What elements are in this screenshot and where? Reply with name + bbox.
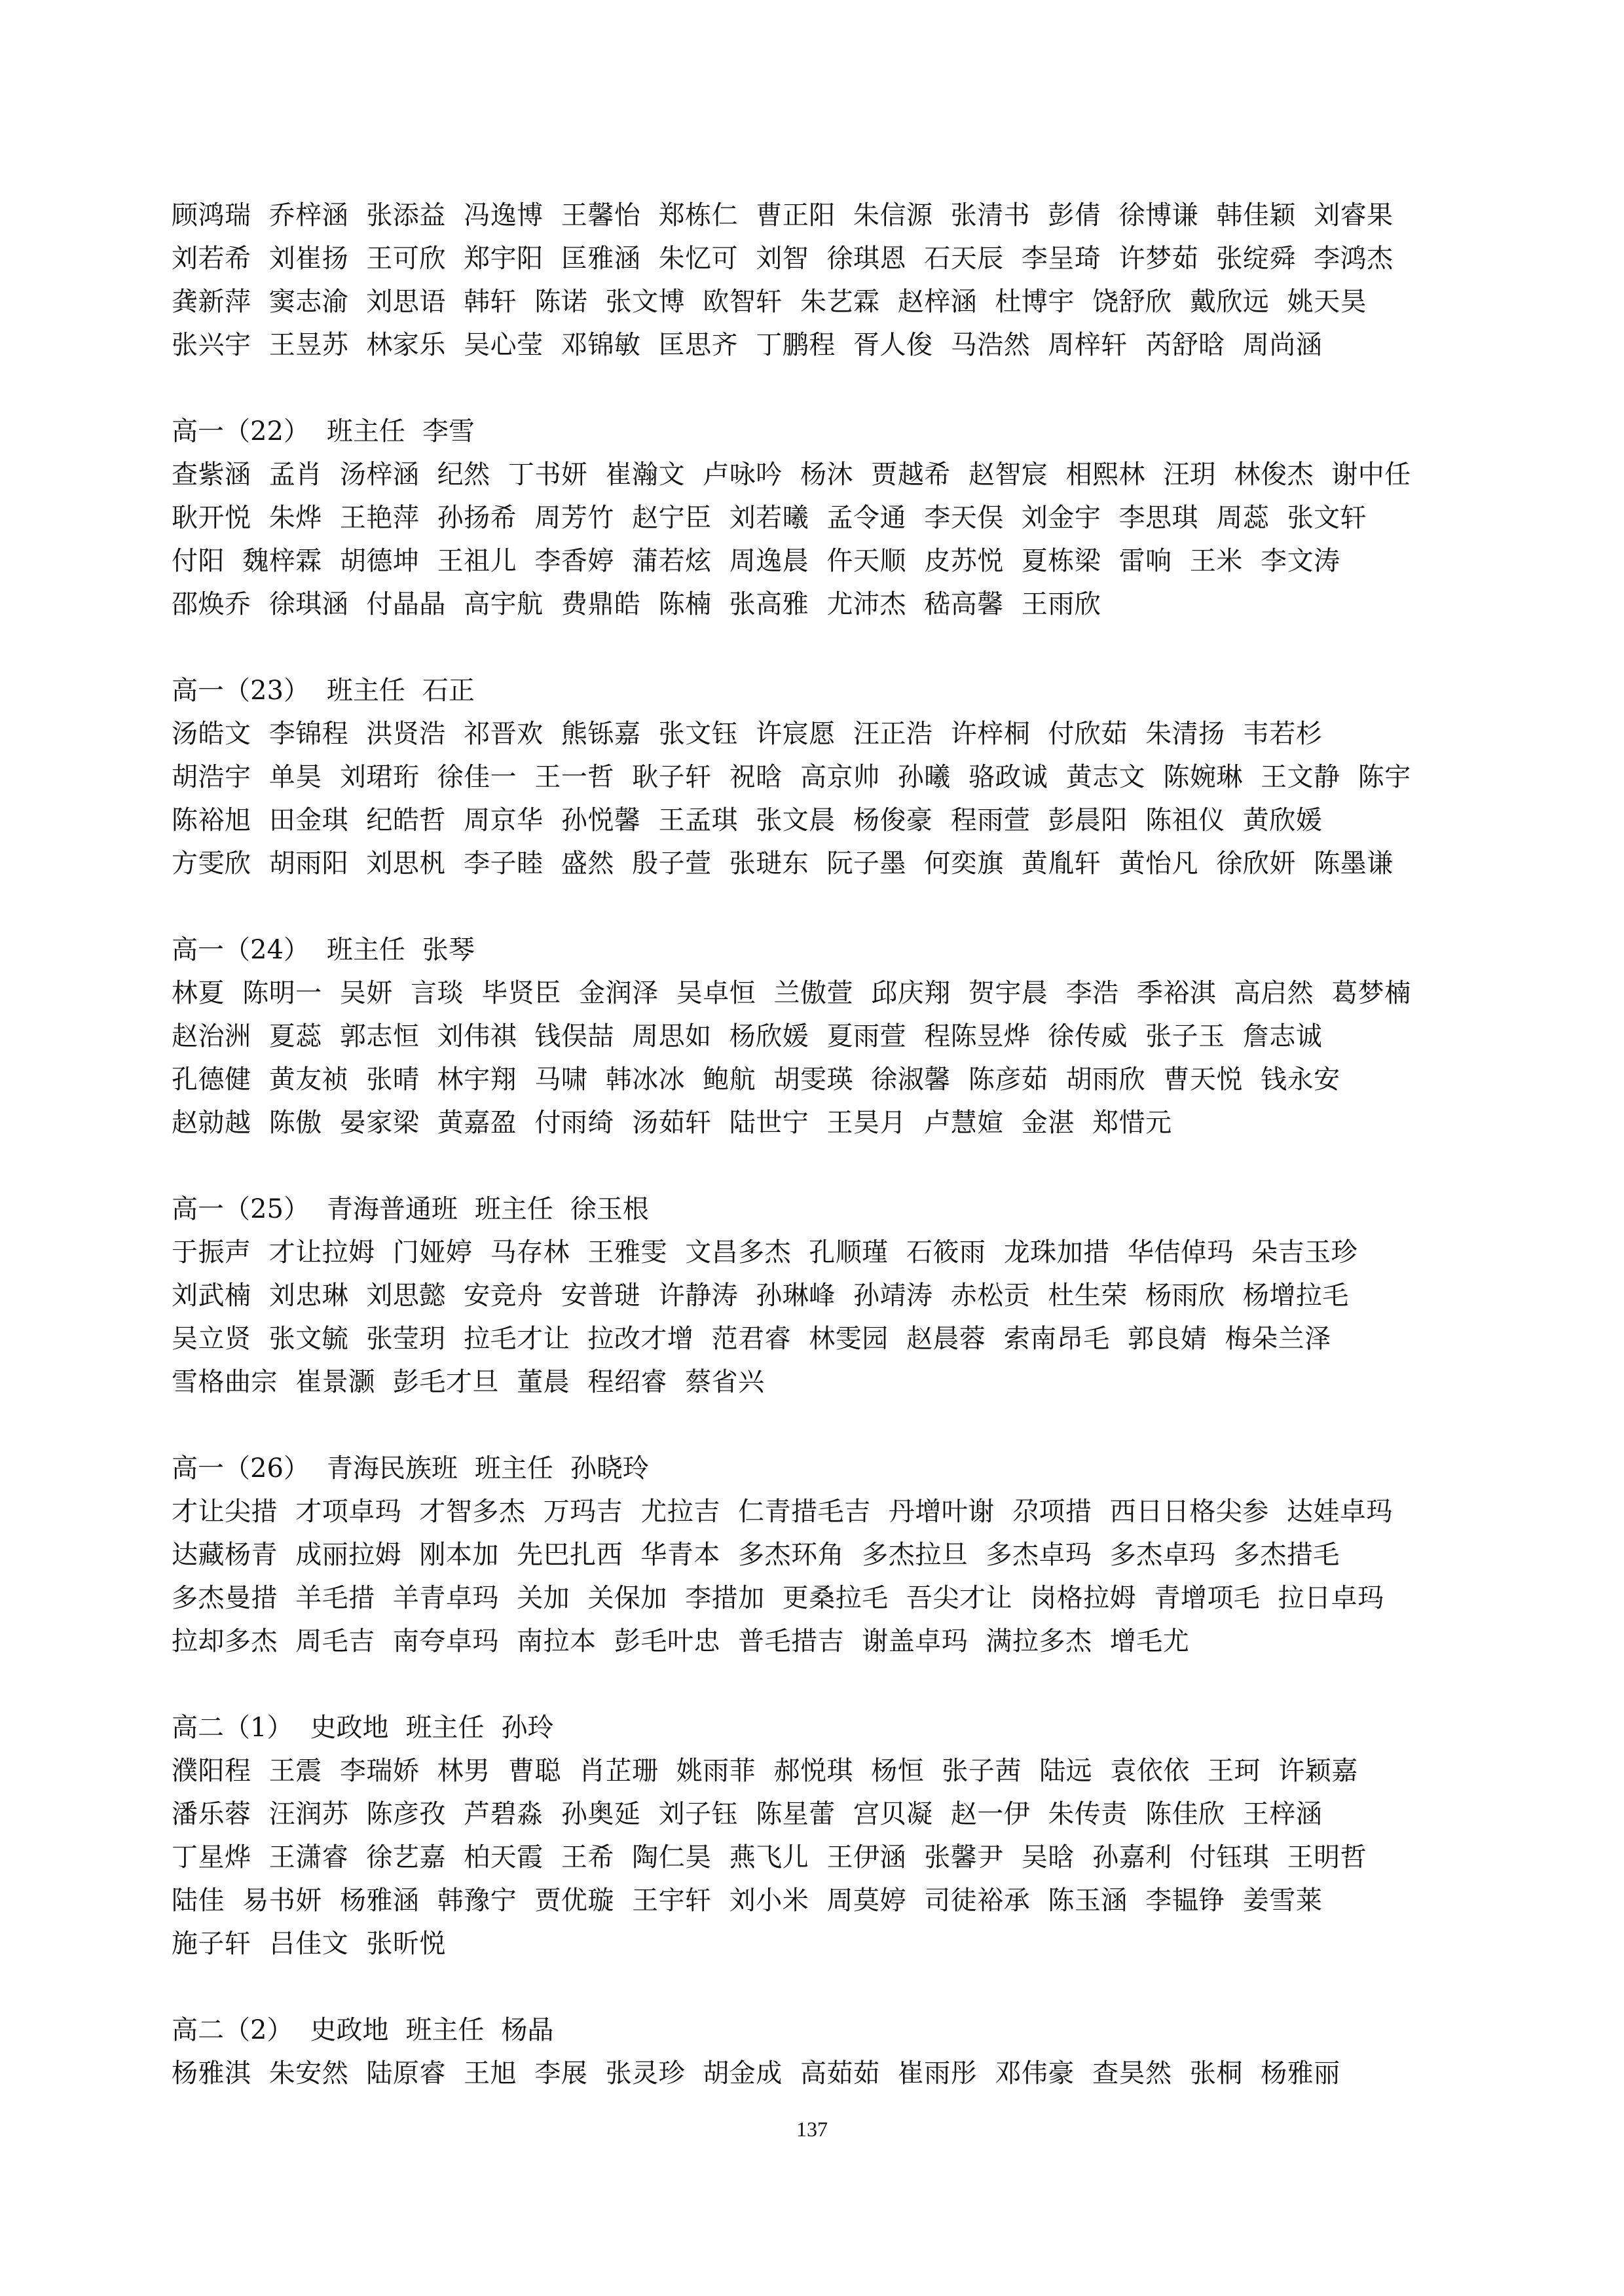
student-name-line: 雪格曲宗 崔景灏 彭毛才旦 董晨 程绍睿 蔡省兴: [172, 1367, 765, 1397]
student-name-line: 拉却多杰 周毛吉 南夸卓玛 南拉本 彭毛叶忠 普毛措吉 谢盖卓玛 满拉多杰 增毛尤: [172, 1626, 1190, 1656]
class-header-part: 班主任: [326, 416, 405, 446]
student-name-line: 方雯欣 胡雨阳 刘思杋 李子睦 盛然 殷子萱 张琎东 阮子墨 何奕旗 黄胤轩 黄怡凡 徐欣妍 陈墨谦: [172, 848, 1393, 879]
class-header: [172, 1188, 1481, 1231]
class-roster-section: [172, 194, 1481, 367]
class-header-part: 高二（2）: [172, 2015, 293, 2045]
student-name-line: 耿开悦 朱烨 王艳萍 孙扬希 周芳竹 赵宁臣 刘若曦 孟令通 李天俣 刘金宇 李思琪 周蕊 张文轩: [172, 503, 1367, 533]
class-header-part: 班主任: [326, 676, 405, 706]
class-header-part: 青海民族班: [326, 1453, 458, 1484]
class-header-part: 孙玲: [501, 1713, 554, 1743]
student-name-line: 丁星烨 王潇睿 徐艺嘉 柏天霞 王希 陶仁昊 燕飞儿 王伊涵 张馨尹 吴晗 孙嘉利 付钰琪 王明哲: [172, 1842, 1367, 1872]
student-name-line: 施子轩 吕佳文 张昕悦: [172, 1929, 446, 1959]
class-header-part: 高一（25）: [172, 1194, 310, 1224]
student-name-line: 吴立贤 张文毓 张莹玥 拉毛才让 拉改才增 范君睿 林雯园 赵晨蓉 索南昂毛 郭良婧 梅朵兰泽: [172, 1324, 1331, 1354]
class-header-part: 高一（24）: [172, 935, 310, 965]
class-header-part: 高二（1）: [172, 1713, 293, 1743]
class-header-part: 史政地: [310, 2015, 389, 2045]
student-name-line: 达藏杨青 成丽拉姆 刚本加 先巴扎西 华青本 多杰环角 多杰拉旦 多杰卓玛 多杰卓玛 多杰措毛: [172, 1540, 1340, 1570]
class-roster-section: [172, 1706, 1481, 1965]
class-header: [172, 1706, 1481, 1749]
student-name-line: 多杰曼措 羊毛措 羊青卓玛 关加 关保加 李措加 更桑拉毛 吾尖才让 岗格拉姆 青增项毛 拉日卓玛: [172, 1583, 1384, 1613]
class-header-part: 李雪: [422, 416, 475, 446]
class-roster-section: [172, 2009, 1481, 2095]
student-name-line: 潘乐蓉 汪润苏 陈彦孜 芦碧淼 孙奥延 刘子钰 陈星蕾 宫贝凝 赵一伊 朱传责 陈佳欣 王梓涵: [172, 1799, 1323, 1829]
class-roster-section: [172, 669, 1481, 885]
class-roster-section: [172, 410, 1481, 626]
class-header-part: 孙晓玲: [570, 1453, 649, 1484]
class-header: [172, 1447, 1481, 1490]
student-name-line: 查紫涵 孟肖 汤梓涵 纪然 丁书妍 崔瀚文 卢咏吟 杨沐 贾越希 赵智宸 相熙林 汪玥 林俊杰 谢中任: [172, 460, 1411, 490]
student-name-line: 杨雅淇 朱安然 陆原睿 王旭 李展 张灵珍 胡金成 高茹茹 崔雨彤 邓伟豪 查昊然 张桐 杨雅丽: [172, 2058, 1340, 2088]
class-header-part: 班主任: [405, 1713, 485, 1743]
class-roster-section: [172, 928, 1481, 1144]
student-name-line: 胡浩宇 单昊 刘珺珩 徐佳一 王一哲 耿子轩 祝晗 高京帅 孙曦 骆政诚 黄志文 陈婉琳 王文静 陈宇: [172, 762, 1411, 792]
class-header-part: 班主任: [474, 1194, 553, 1224]
student-name-line: 汤皓文 李锦程 洪贤浩 祁晋欢 熊铄嘉 张文钰 许宸愿 汪正浩 许梓桐 付欣茹 朱清扬 韦若杉: [172, 719, 1323, 749]
student-name-line: 付阳 魏梓霖 胡德坤 王祖儿 李香婷 蒲若炫 周逸晨 仵天顺 皮苏悦 夏栋梁 雷响 王米 李文涛: [172, 546, 1340, 576]
class-roster-section: [172, 1447, 1481, 1663]
student-name-line: 刘武楠 刘忠琳 刘思懿 安竞舟 安普琎 许静涛 孙琳峰 孙靖涛 赤松贡 杜生荣 杨雨欣 杨增拉毛: [172, 1281, 1349, 1311]
class-header: [172, 669, 1481, 712]
student-name-list: [172, 712, 1481, 885]
student-name-line: 刘若希 刘崔扬 王可欣 郑宇阳 匡雅涵 朱忆可 刘智 徐琪恩 石天辰 李呈琦 许梦茹 张绽舜 李鸿杰: [172, 244, 1393, 274]
class-header-part: 徐玉根: [570, 1194, 649, 1224]
student-name-line: 张兴宇 王昱苏 林家乐 吴心莹 邓锦敏 匡思齐 丁鹏程 胥人俊 马浩然 周梓轩 芮舒晗 周尚涵: [172, 330, 1323, 360]
student-name-line: 陈裕旭 田金琪 纪皓哲 周京华 孙悦馨 王孟琪 张文晨 杨俊豪 程雨萱 彭晨阳 陈祖仪 黄欣媛: [172, 805, 1323, 835]
student-name-line: 陆佳 易书妍 杨雅涵 韩豫宁 贾优璇 王宇轩 刘小米 周莫婷 司徒裕承 陈玉涵 李韫铮 姜雪莱: [172, 1886, 1323, 1916]
student-name-list: [172, 1231, 1481, 1404]
class-header: [172, 2009, 1481, 2052]
class-header-part: 石正: [422, 676, 475, 706]
student-name-line: 濮阳程 王震 李瑞娇 林男 曹聪 肖芷珊 姚雨菲 郝悦琪 杨恒 张子茜 陆远 袁依依 王珂 许颖嘉: [172, 1756, 1358, 1786]
student-name-list: [172, 1490, 1481, 1663]
class-header-part: 青海普通班: [326, 1194, 458, 1224]
class-header-part: 班主任: [405, 2015, 485, 2045]
student-name-list: [172, 972, 1481, 1144]
class-header-part: 杨晶: [501, 2015, 554, 2045]
document-body: [172, 194, 1481, 2095]
student-name-line: 顾鸿瑞 乔梓涵 张添益 冯逸博 王馨怡 郑栋仁 曹正阳 朱信源 张清书 彭倩 徐博谦 韩佳颖 刘睿果: [172, 200, 1393, 230]
student-name-line: 才让尖措 才项卓玛 才智多杰 万玛吉 尤拉吉 仁青措毛吉 丹增叶谢 尕项措 西日日格尖参 达娃卓玛: [172, 1497, 1393, 1527]
student-name-list: [172, 453, 1481, 626]
class-header-part: 班主任: [326, 935, 405, 965]
class-header-part: 高一（23）: [172, 676, 310, 706]
student-name-line: 赵勍越 陈傲 晏家梁 黄嘉盈 付雨绮 汤茹轩 陆世宁 王昊月 卢慧媗 金湛 郑惜元: [172, 1108, 1172, 1138]
class-header: [172, 410, 1481, 453]
student-name-line: 孔德健 黄友祯 张晴 林宇翔 马啸 韩冰冰 鲍航 胡雯瑛 徐淑馨 陈彦茹 胡雨欣 曹天悦 钱永安: [172, 1065, 1340, 1095]
student-name-line: 林夏 陈明一 吴妍 言琰 毕贤臣 金润泽 吴卓恒 兰傲萱 邱庆翔 贺宇晨 李浩 季裕淇 高启然 葛梦楠: [172, 978, 1411, 1008]
student-name-line: 赵治洲 夏蕊 郭志恒 刘伟祺 钱俣喆 周思如 杨欣媛 夏雨萱 程陈昱烨 徐传威 张子玉 詹志诚: [172, 1021, 1323, 1051]
class-header: [172, 928, 1481, 972]
student-name-list: [172, 2052, 1481, 2095]
page-number: 137: [796, 2117, 828, 2141]
student-name-line: 龚新萍 窦志渝 刘思语 韩轩 陈诺 张文博 欧智轩 朱艺霖 赵梓涵 杜博宇 饶舒欣 戴欣远 姚天昊: [172, 287, 1367, 317]
class-header-part: 高一（26）: [172, 1453, 310, 1484]
class-header-part: 史政地: [310, 1713, 389, 1743]
student-name-list: [172, 194, 1481, 367]
class-header-part: 班主任: [474, 1453, 553, 1484]
student-name-list: [172, 1749, 1481, 1965]
student-name-line: 邵焕乔 徐琪涵 付晶晶 高宇航 费鼎皓 陈楠 张高雅 尤沛杰 嵇高馨 王雨欣: [172, 589, 1101, 619]
class-header-part: 高一（22）: [172, 416, 310, 446]
student-name-line: 于振声 才让拉姆 门娅婷 马存林 王雅雯 文昌多杰 孔顺瑾 石筱雨 龙珠加措 华佶倬玛 朵吉玉珍: [172, 1237, 1358, 1267]
class-roster-section: [172, 1188, 1481, 1404]
class-header-part: 张琴: [422, 935, 475, 965]
